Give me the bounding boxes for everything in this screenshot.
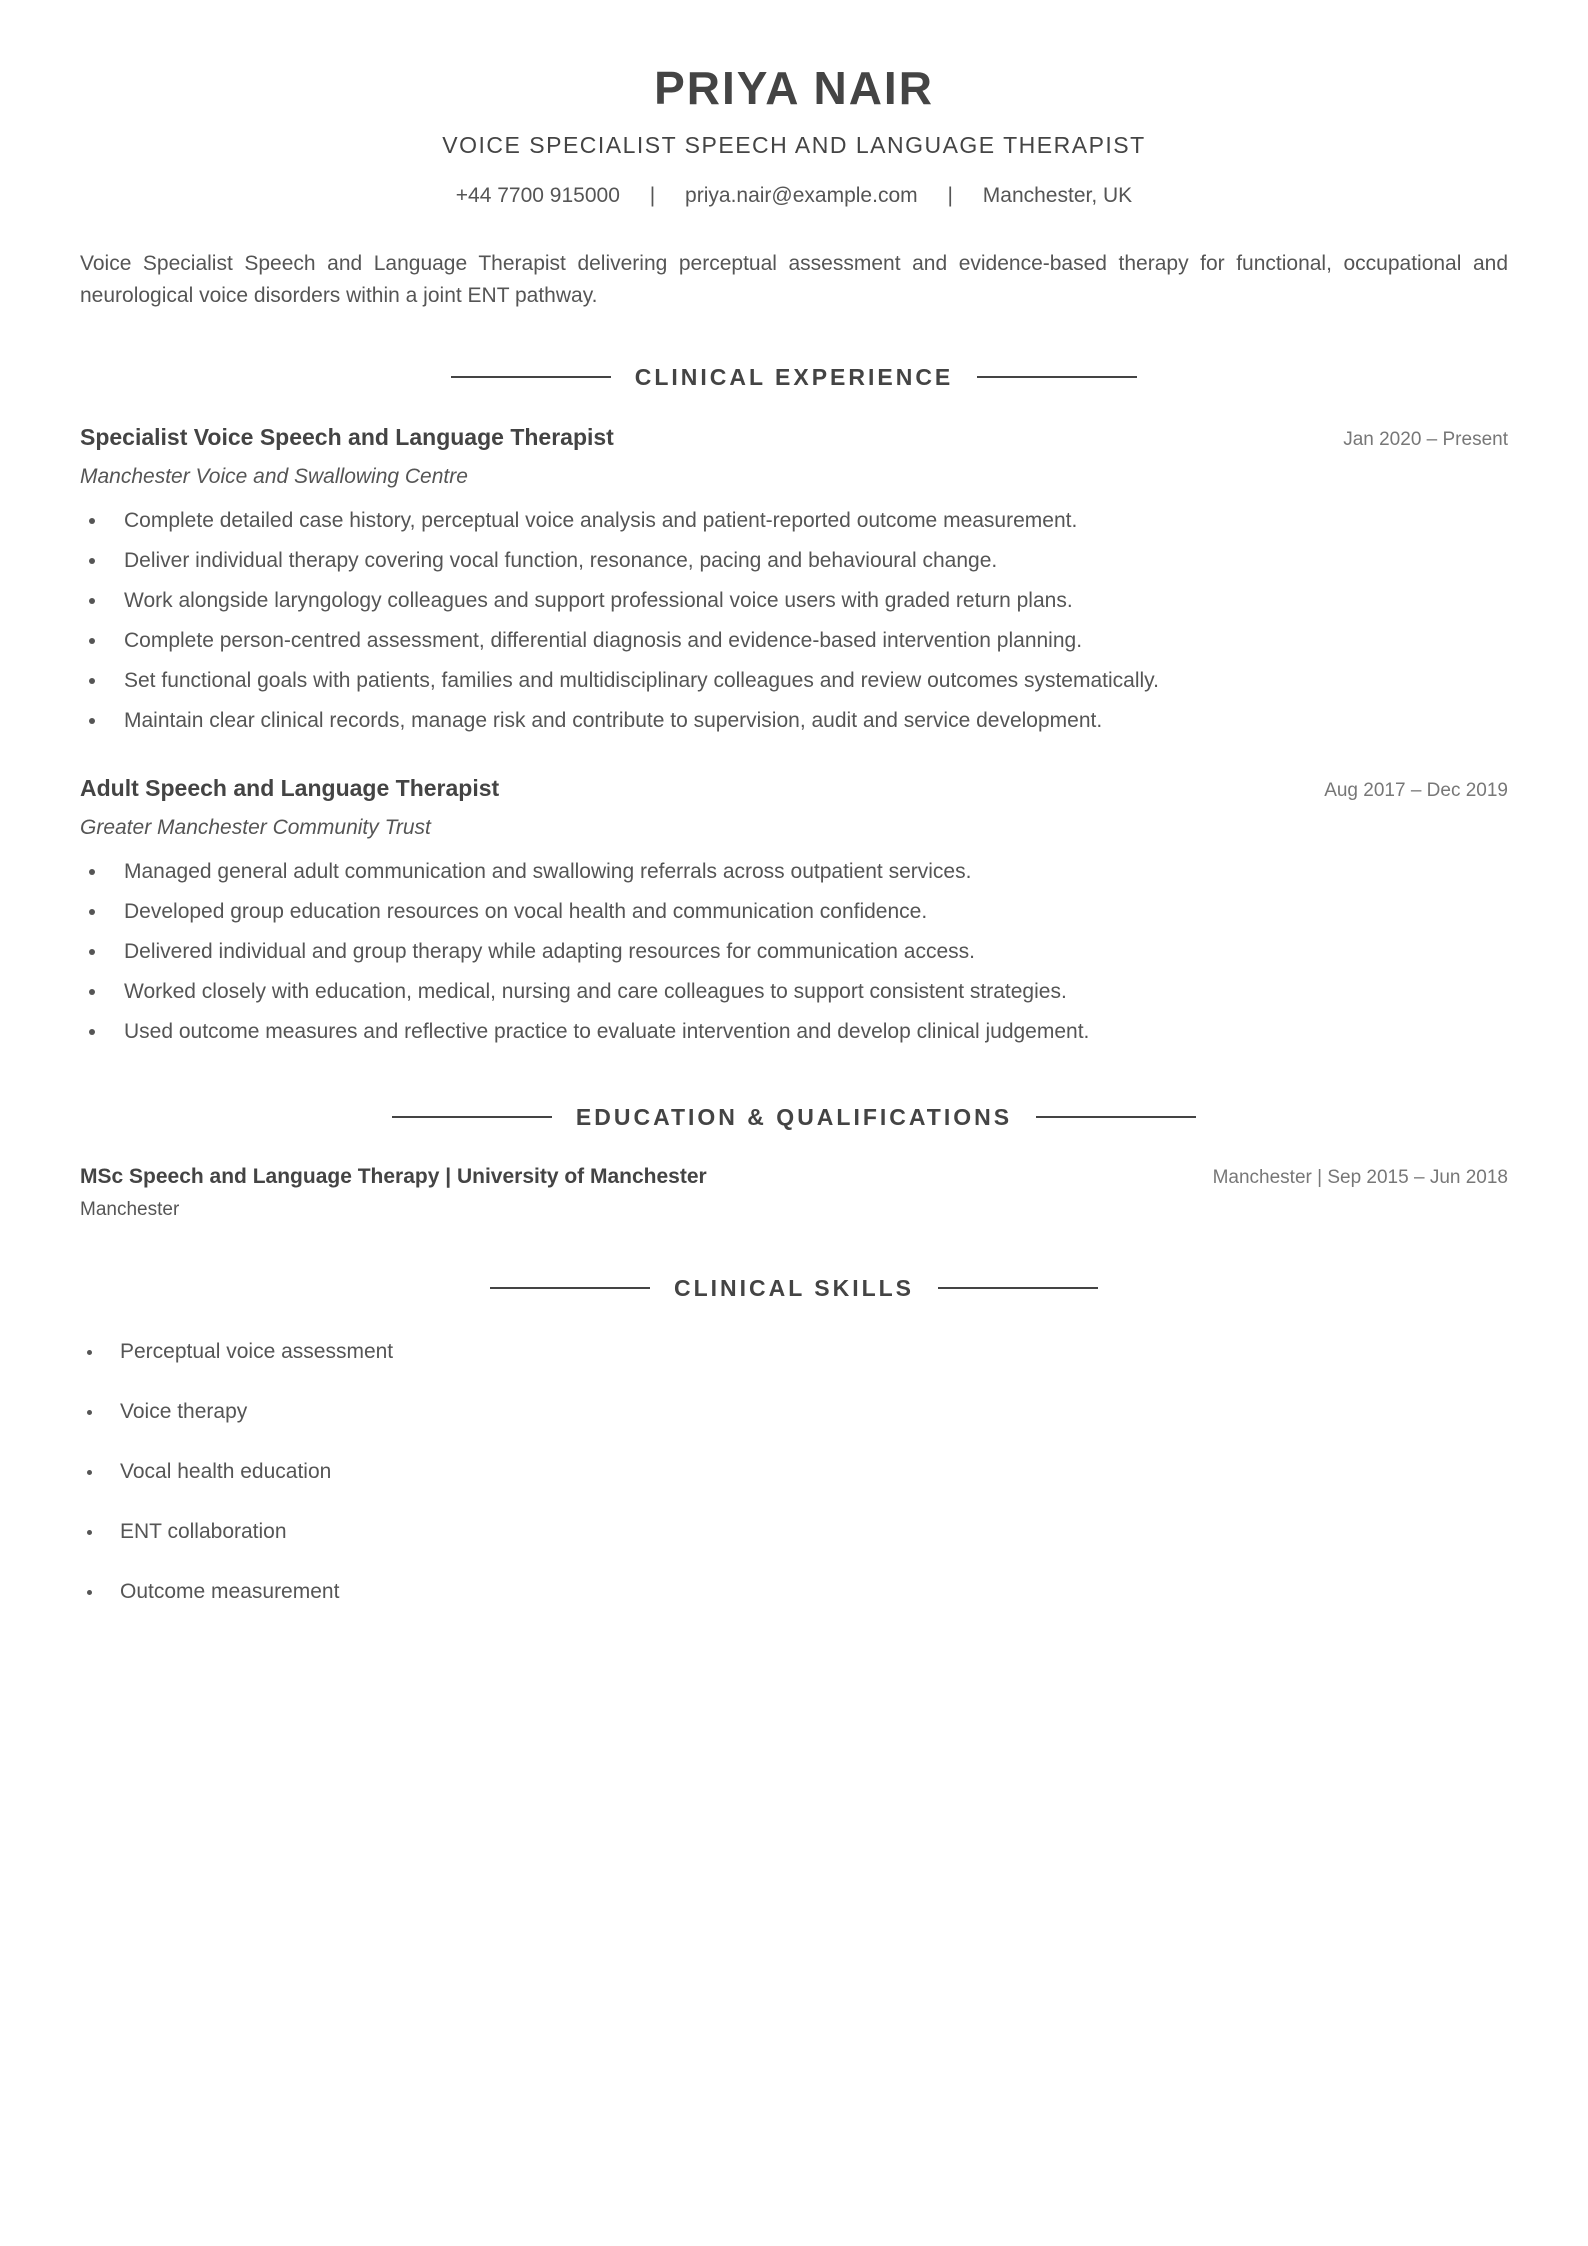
heading-rule-left	[392, 1116, 552, 1118]
heading-rule-right	[977, 376, 1137, 378]
education-degree: MSc Speech and Language Therapy | University of Manchester	[80, 1165, 707, 1188]
job-entry	[80, 773, 1508, 1052]
bullet-dot-icon	[89, 909, 95, 915]
heading-rule-left	[451, 376, 611, 378]
education-location: Manchester	[80, 1199, 180, 1220]
bullet-dot-icon	[89, 718, 95, 724]
job-entry	[80, 422, 1508, 741]
skill-text: Voice therapy	[120, 1400, 248, 1423]
skill-text: ENT collaboration	[120, 1520, 287, 1543]
job-bullet-text: Work alongside laryngology colleagues and support professional voice users with graded return plans.	[124, 589, 1073, 612]
job-bullet	[80, 581, 1508, 621]
job-header	[80, 422, 1508, 455]
experience-heading-label: CLINICAL EXPERIENCE	[634, 364, 954, 390]
job-bullet	[80, 541, 1508, 581]
contact-separator: |	[947, 184, 953, 207]
profile-summary: Voice Specialist Speech and Language Therapist delivering perceptual assessment and evidence-based therapy for functional, occupational and neurological voice disorders within a joint ENT pathway.	[80, 252, 1508, 307]
contact-line	[80, 182, 1508, 210]
job-bullet-text: Delivered individual and group therapy while adapting resources for communication access.	[124, 940, 975, 963]
education-meta: Manchester | Sep 2015 – Jun 2018	[1212, 1167, 1508, 1188]
heading-rule-right	[1036, 1116, 1196, 1118]
job-bullet-text: Managed general adult communication and swallowing referrals across outpatient services.	[124, 860, 972, 883]
bullet-dot-icon	[89, 598, 95, 604]
heading-rule-right	[938, 1287, 1098, 1289]
bullet-dot-icon	[89, 638, 95, 644]
job-header	[80, 773, 1508, 806]
job-organisation: Greater Manchester Community Trust	[80, 816, 431, 839]
contact-location: Manchester, UK	[982, 184, 1133, 207]
job-bullet	[80, 892, 1508, 932]
job-bullet	[80, 1012, 1508, 1052]
bullet-dot-icon	[89, 1029, 95, 1035]
job-bullet-text: Developed group education resources on vocal health and communication confidence.	[124, 900, 928, 923]
job-bullet-text: Maintain clear clinical records, manage risk and contribute to supervision, audit and service development.	[124, 709, 1103, 732]
skill-item	[80, 1397, 1508, 1427]
job-bullet	[80, 972, 1508, 1012]
job-bullet-text: Complete person-centred assessment, differential diagnosis and evidence-based intervention planning.	[124, 629, 1083, 652]
job-role: Adult Speech and Language Therapist	[80, 775, 500, 801]
contact-email[interactable]: priya.nair@example.com	[685, 184, 918, 207]
job-bullet	[80, 701, 1508, 741]
bullet-dot-icon	[89, 949, 95, 955]
contact-separator: |	[649, 184, 656, 207]
contact-phone: +44 7700 915000	[455, 184, 620, 207]
bullet-dot-icon	[87, 1410, 92, 1415]
skill-item	[80, 1577, 1508, 1607]
job-dates: Jan 2020 – Present	[1343, 429, 1508, 450]
job-bullet	[80, 932, 1508, 972]
bullet-dot-icon	[87, 1530, 92, 1535]
skills-heading-label: CLINICAL SKILLS	[673, 1275, 915, 1301]
heading-rule-left	[490, 1287, 650, 1289]
candidate-title: VOICE SPECIALIST SPEECH AND LANGUAGE THERAPIST	[442, 132, 1146, 158]
bullet-dot-icon	[89, 869, 95, 875]
skills-section-heading	[80, 1273, 1508, 1303]
bullet-dot-icon	[89, 558, 95, 564]
job-bullet	[80, 852, 1508, 892]
skill-text: Perceptual voice assessment	[120, 1340, 394, 1363]
job-bullet-text: Worked closely with education, medical, nursing and care colleagues to support consistent strategies.	[124, 980, 1067, 1003]
bullet-dot-icon	[89, 518, 95, 524]
experience-section-heading	[80, 362, 1508, 392]
job-bullet-text: Complete detailed case history, perceptual voice analysis and patient-reported outcome measurement.	[124, 509, 1078, 532]
job-role: Specialist Voice Speech and Language Therapist	[80, 424, 614, 450]
education-heading-label: EDUCATION & QUALIFICATIONS	[575, 1104, 1013, 1130]
job-bullets	[80, 501, 1508, 741]
bullet-dot-icon	[87, 1590, 92, 1595]
job-bullet-text: Set functional goals with patients, families and multidisciplinary colleagues and review outcomes systematically.	[124, 669, 1159, 692]
job-organisation: Manchester Voice and Swallowing Centre	[80, 465, 468, 488]
job-dates: Aug 2017 – Dec 2019	[1324, 780, 1508, 801]
job-bullet	[80, 621, 1508, 661]
job-bullet	[80, 661, 1508, 701]
skill-text: Vocal health education	[120, 1460, 332, 1483]
bullet-dot-icon	[87, 1470, 92, 1475]
skill-item	[80, 1457, 1508, 1487]
skill-item	[80, 1517, 1508, 1547]
bullet-dot-icon	[89, 989, 95, 995]
bullet-dot-icon	[87, 1350, 92, 1355]
education-header	[80, 1162, 1508, 1193]
candidate-name: PRIYA NAIR	[654, 62, 934, 114]
job-bullets	[80, 852, 1508, 1052]
job-bullet-text: Deliver individual therapy covering vocal function, resonance, pacing and behavioural change.	[124, 549, 998, 572]
education-entry	[80, 1162, 1508, 1223]
bullet-dot-icon	[89, 678, 95, 684]
education-section-heading	[80, 1102, 1508, 1132]
job-bullet-text: Used outcome measures and reflective practice to evaluate intervention and develop clinical judgement.	[124, 1020, 1090, 1043]
skill-text: Outcome measurement	[120, 1580, 340, 1603]
skills-list	[80, 1337, 1508, 1607]
job-bullet	[80, 501, 1508, 541]
skill-item	[80, 1337, 1508, 1367]
